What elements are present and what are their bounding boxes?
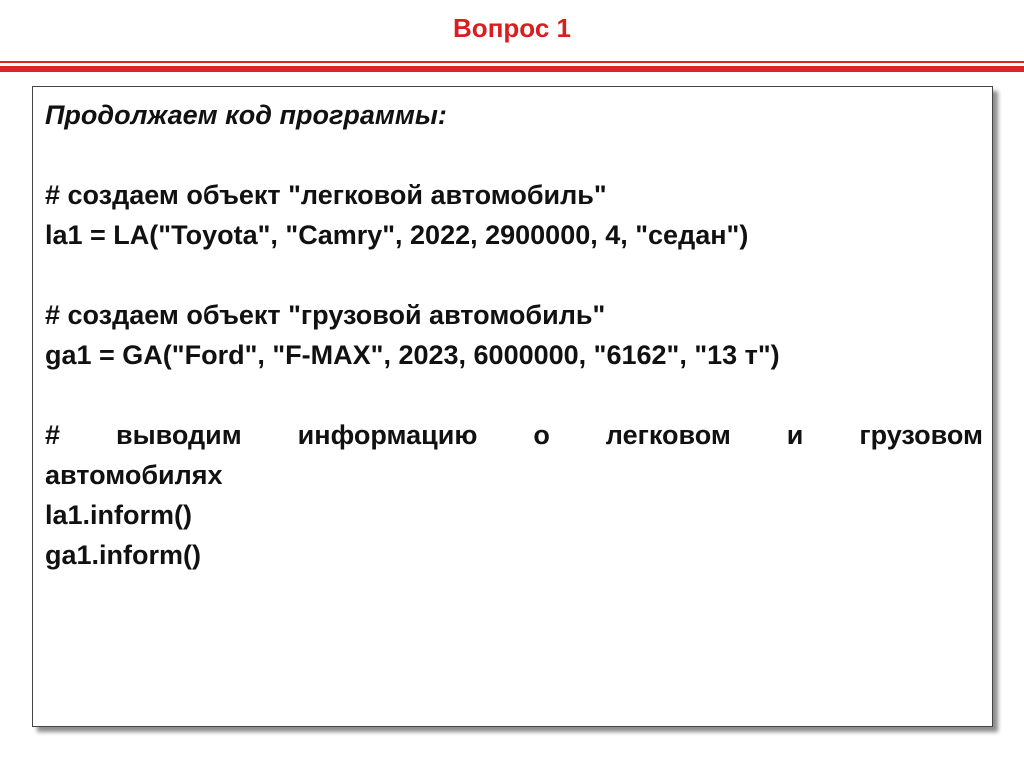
comment-line: # создаем объект "грузовой автомобиль" (45, 300, 606, 330)
blank-line (45, 135, 983, 175)
code-content-box (32, 86, 993, 727)
comment-line: # выводим информацию о легковом и грузовом (45, 420, 983, 450)
title-divider-thin (0, 61, 1024, 63)
slide-title: Вопрос 1 (453, 13, 571, 43)
content-heading: Продолжаем код программы: (45, 100, 447, 130)
code-line: la1.inform() (45, 500, 193, 530)
comment-line: # создаем объект "легковой автомобиль" (45, 180, 607, 210)
comment-line-continuation: автомобилях (45, 460, 223, 490)
code-line: la1 = LA("Toyota", "Camry", 2022, 2900000, 4, "седан") (45, 220, 749, 250)
code-line: ga1 = GA("Ford", "F-MAX", 2023, 6000000, "6162", "13 т") (45, 340, 780, 370)
blank-line (45, 255, 983, 295)
code-text-block (45, 95, 983, 575)
title-divider-thick (0, 66, 1024, 72)
blank-line (45, 375, 983, 415)
code-line: ga1.inform() (45, 540, 202, 570)
